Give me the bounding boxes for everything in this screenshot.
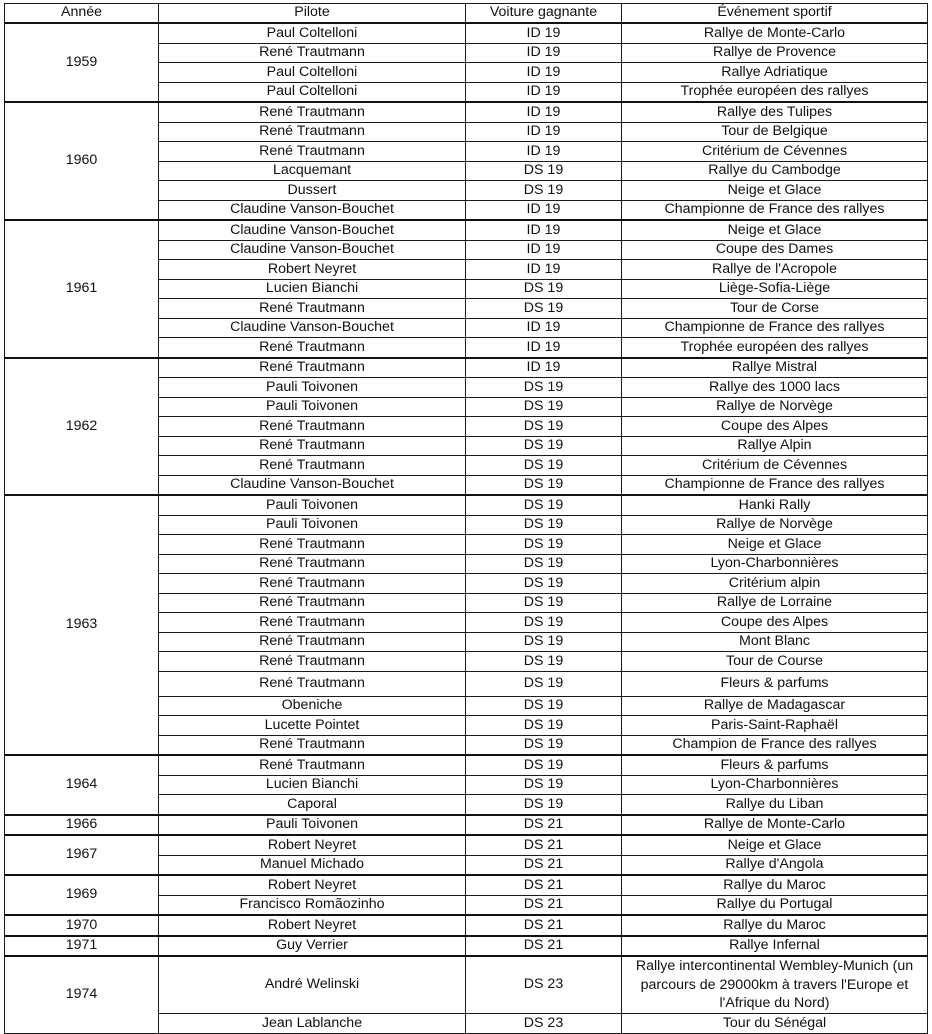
event-cell: Rallye du Portugal (622, 895, 928, 915)
car-cell: DS 19 (466, 378, 622, 398)
event-cell: Rallye de Monte-Carlo (622, 23, 928, 43)
car-cell: DS 21 (466, 875, 622, 895)
pilot-cell: René Trautmann (159, 299, 466, 319)
year-cell: 1967 (5, 835, 159, 875)
car-cell: DS 19 (466, 475, 622, 495)
car-cell: ID 19 (466, 260, 622, 280)
event-cell: Tour de Belgique (622, 122, 928, 142)
car-cell: ID 19 (466, 122, 622, 142)
event-cell: Fleurs & parfums (622, 671, 928, 696)
pilot-cell: René Trautmann (159, 755, 466, 775)
car-cell: ID 19 (466, 358, 622, 378)
event-cell: Liège-Sofia-Liège (622, 279, 928, 299)
car-cell: DS 19 (466, 735, 622, 755)
pilot-cell: Pauli Toivonen (159, 815, 466, 836)
pilot-cell: René Trautmann (159, 671, 466, 696)
event-cell: Neige et Glace (622, 835, 928, 855)
event-cell: Lyon-Charbonnières (622, 775, 928, 795)
event-cell: Critérium de Cévennes (622, 456, 928, 476)
pilot-cell: Dussert (159, 181, 466, 201)
pilot-cell: Lucette Pointet (159, 716, 466, 736)
table-row (5, 915, 928, 936)
event-cell: Lyon-Charbonnières (622, 554, 928, 574)
pilot-cell: René Trautmann (159, 358, 466, 378)
event-cell: Rallye du Maroc (622, 915, 928, 936)
pilot-cell: Guy Verrier (159, 936, 466, 957)
pilot-cell: Claudine Vanson-Bouchet (159, 318, 466, 338)
table-row (5, 875, 928, 895)
pilot-cell: René Trautmann (159, 338, 466, 358)
year-cell: 1974 (5, 956, 159, 1033)
year-cell: 1964 (5, 755, 159, 815)
pilot-cell: René Trautmann (159, 43, 466, 63)
car-cell: ID 19 (466, 142, 622, 162)
car-cell: DS 19 (466, 652, 622, 672)
year-cell: 1959 (5, 23, 159, 102)
event-cell: Rallye du Maroc (622, 875, 928, 895)
car-cell: DS 19 (466, 716, 622, 736)
car-cell: ID 19 (466, 63, 622, 83)
year-cell: 1962 (5, 358, 159, 496)
pilot-cell: Pauli Toivonen (159, 378, 466, 398)
event-cell: Rallye du Liban (622, 795, 928, 815)
header-voiture: Voiture gagnante (466, 4, 622, 24)
car-cell: DS 19 (466, 495, 622, 515)
event-cell: Rallye de Provence (622, 43, 928, 63)
car-cell: DS 23 (466, 1014, 622, 1034)
table-row (5, 495, 928, 515)
header-annee: Année (5, 4, 159, 24)
pilot-cell: René Trautmann (159, 456, 466, 476)
pilot-cell: Robert Neyret (159, 260, 466, 280)
car-cell: DS 19 (466, 632, 622, 652)
event-cell: Neige et Glace (622, 220, 928, 240)
pilot-cell: Claudine Vanson-Bouchet (159, 200, 466, 220)
event-cell: Neige et Glace (622, 535, 928, 555)
table-row (5, 220, 928, 240)
pilot-cell: Claudine Vanson-Bouchet (159, 240, 466, 260)
car-cell: DS 21 (466, 815, 622, 836)
event-cell: Coupe des Alpes (622, 613, 928, 633)
event-cell: Mont Blanc (622, 632, 928, 652)
event-cell: Rallye du Cambodge (622, 161, 928, 181)
car-cell: DS 19 (466, 671, 622, 696)
event-cell: Rallye de Monte-Carlo (622, 815, 928, 836)
pilot-cell: René Trautmann (159, 574, 466, 594)
car-cell: DS 19 (466, 554, 622, 574)
event-cell: Champion de France des rallyes (622, 735, 928, 755)
event-cell: Paris-Saint-Raphaël (622, 716, 928, 736)
car-cell: DS 19 (466, 161, 622, 181)
year-cell: 1970 (5, 915, 159, 936)
year-cell: 1966 (5, 815, 159, 836)
event-cell: Rallye Mistral (622, 358, 928, 378)
event-cell: Rallye de l'Acropole (622, 260, 928, 280)
event-cell: Neige et Glace (622, 181, 928, 201)
table-row (5, 23, 928, 43)
car-cell: DS 19 (466, 417, 622, 437)
pilot-cell: Obeniche (159, 696, 466, 716)
event-cell: Rallye Adriatique (622, 63, 928, 83)
pilot-cell: René Trautmann (159, 102, 466, 122)
pilot-cell: René Trautmann (159, 535, 466, 555)
car-cell: DS 21 (466, 936, 622, 957)
table-row (5, 102, 928, 122)
pilot-cell: René Trautmann (159, 554, 466, 574)
pilot-cell: André Welinski (159, 956, 466, 1014)
event-cell: Rallye d'Angola (622, 855, 928, 875)
car-cell: ID 19 (466, 23, 622, 43)
event-cell: Rallye Alpin (622, 436, 928, 456)
event-cell: Critérium de Cévennes (622, 142, 928, 162)
table-row (5, 936, 928, 957)
header-evenement: Événement sportif (622, 4, 928, 24)
event-cell: Championne de France des rallyes (622, 475, 928, 495)
car-cell: DS 19 (466, 515, 622, 535)
car-cell: DS 19 (466, 397, 622, 417)
car-cell: DS 21 (466, 915, 622, 936)
event-cell: Rallye de Madagascar (622, 696, 928, 716)
pilot-cell: Francisco Romãozinho (159, 895, 466, 915)
car-cell: DS 19 (466, 436, 622, 456)
event-cell: Championne de France des rallyes (622, 200, 928, 220)
car-cell: ID 19 (466, 200, 622, 220)
car-cell: DS 19 (466, 696, 622, 716)
car-cell: DS 21 (466, 855, 622, 875)
event-cell: Tour de Course (622, 652, 928, 672)
pilot-cell: Lucien Bianchi (159, 279, 466, 299)
pilot-cell: Robert Neyret (159, 915, 466, 936)
event-cell: Tour du Sénégal (622, 1014, 928, 1034)
event-cell: Hanki Rally (622, 495, 928, 515)
year-cell: 1963 (5, 495, 159, 755)
pilot-cell: René Trautmann (159, 436, 466, 456)
event-cell: Trophée européen des rallyes (622, 338, 928, 358)
pilot-cell: René Trautmann (159, 735, 466, 755)
car-cell: DS 19 (466, 795, 622, 815)
event-cell: Rallye Infernal (622, 936, 928, 957)
car-cell: DS 19 (466, 535, 622, 555)
rally-wins-table (4, 3, 928, 1034)
table-body (5, 23, 928, 1033)
event-cell: Coupe des Alpes (622, 417, 928, 437)
pilot-cell: Pauli Toivonen (159, 515, 466, 535)
pilot-cell: Robert Neyret (159, 835, 466, 855)
car-cell: DS 23 (466, 956, 622, 1014)
event-cell: Fleurs & parfums (622, 755, 928, 775)
event-cell: Critérium alpin (622, 574, 928, 594)
table-row (5, 835, 928, 855)
year-cell: 1971 (5, 936, 159, 957)
event-cell: Rallye intercontinental Wembley-Munich (un parcours de 29000km à travers l'Europe et l'Afrique du Nord) (622, 956, 928, 1014)
pilot-cell: Paul Coltelloni (159, 82, 466, 102)
car-cell: DS 19 (466, 775, 622, 795)
event-cell: Rallye de Lorraine (622, 593, 928, 613)
event-cell: Tour de Corse (622, 299, 928, 319)
event-cell: Rallye de Norvège (622, 515, 928, 535)
pilot-cell: Manuel Michado (159, 855, 466, 875)
car-cell: DS 19 (466, 593, 622, 613)
year-cell: 1969 (5, 875, 159, 915)
table-row (5, 956, 928, 1014)
event-cell: Rallye des 1000 lacs (622, 378, 928, 398)
car-cell: DS 19 (466, 613, 622, 633)
car-cell: ID 19 (466, 102, 622, 122)
table-row (5, 358, 928, 378)
car-cell: DS 19 (466, 279, 622, 299)
pilot-cell: René Trautmann (159, 632, 466, 652)
event-cell: Rallye des Tulipes (622, 102, 928, 122)
car-cell: DS 21 (466, 895, 622, 915)
pilot-cell: Pauli Toivonen (159, 397, 466, 417)
pilot-cell: René Trautmann (159, 417, 466, 437)
car-cell: ID 19 (466, 338, 622, 358)
pilot-cell: Robert Neyret (159, 875, 466, 895)
car-cell: DS 19 (466, 181, 622, 201)
pilot-cell: Claudine Vanson-Bouchet (159, 475, 466, 495)
car-cell: ID 19 (466, 43, 622, 63)
pilot-cell: René Trautmann (159, 652, 466, 672)
table-container (4, 3, 928, 1034)
table-header-row (5, 4, 928, 24)
car-cell: DS 19 (466, 456, 622, 476)
header-pilote: Pilote (159, 4, 466, 24)
event-cell: Championne de France des rallyes (622, 318, 928, 338)
pilot-cell: Caporal (159, 795, 466, 815)
car-cell: DS 21 (466, 835, 622, 855)
table-row (5, 815, 928, 836)
pilot-cell: Jean Lablanche (159, 1014, 466, 1034)
table-row (5, 755, 928, 775)
pilot-cell: René Trautmann (159, 142, 466, 162)
pilot-cell: Lacquemant (159, 161, 466, 181)
event-cell: Rallye de Norvège (622, 397, 928, 417)
pilot-cell: René Trautmann (159, 122, 466, 142)
event-cell: Trophée européen des rallyes (622, 82, 928, 102)
pilot-cell: René Trautmann (159, 593, 466, 613)
car-cell: ID 19 (466, 318, 622, 338)
car-cell: DS 19 (466, 574, 622, 594)
event-cell: Coupe des Dames (622, 240, 928, 260)
car-cell: DS 19 (466, 299, 622, 319)
pilot-cell: Pauli Toivonen (159, 495, 466, 515)
pilot-cell: René Trautmann (159, 613, 466, 633)
car-cell: ID 19 (466, 220, 622, 240)
pilot-cell: Claudine Vanson-Bouchet (159, 220, 466, 240)
car-cell: ID 19 (466, 240, 622, 260)
car-cell: DS 19 (466, 755, 622, 775)
pilot-cell: Paul Coltelloni (159, 63, 466, 83)
pilot-cell: Paul Coltelloni (159, 23, 466, 43)
year-cell: 1960 (5, 102, 159, 220)
pilot-cell: Lucien Bianchi (159, 775, 466, 795)
year-cell: 1961 (5, 220, 159, 358)
car-cell: ID 19 (466, 82, 622, 102)
